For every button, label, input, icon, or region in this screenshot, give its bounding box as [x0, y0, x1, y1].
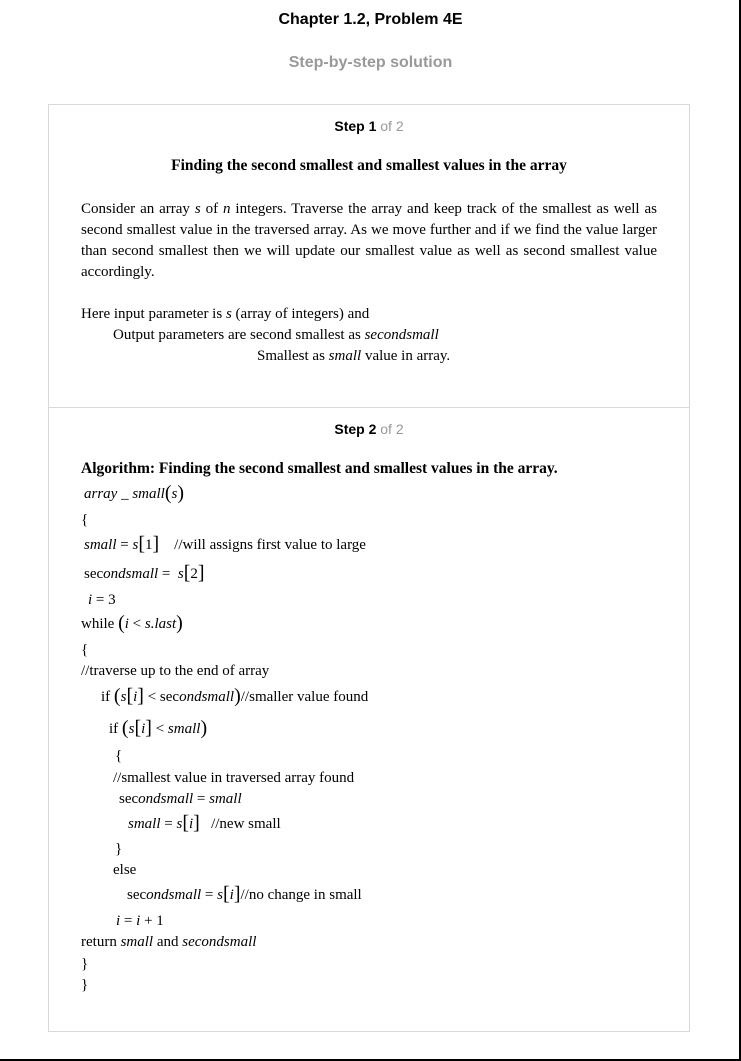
- step-1-label: Step 1: [334, 118, 377, 134]
- step-2-header: [48, 421, 690, 437]
- step-2-of: of 2: [380, 421, 404, 437]
- step-divider: [48, 407, 690, 408]
- input-parameter-line: Here input parameter is s (array of integers) and: [81, 306, 370, 322]
- code-return: return small and secondsmall: [81, 934, 257, 950]
- code-open-brace-3: {: [115, 748, 123, 764]
- code-comment-smallest: //smallest value in traversed array found: [113, 770, 355, 786]
- code-increment: i = i + 1: [116, 913, 164, 929]
- algorithm-title: Algorithm: Finding the second smallest and smallest values in the array.: [81, 460, 558, 477]
- code-comment-traverse: //traverse up to the end of array: [81, 663, 270, 679]
- code-secondsmall-else: secondsmall = s[i]//no change in small: [127, 883, 362, 905]
- code-function-signature: array _ small(s): [84, 482, 185, 504]
- output-parameter-line: Output parameters are second smallest as secondsmall: [113, 327, 439, 343]
- code-open-brace: {: [81, 512, 89, 528]
- smallest-line: Smallest as small value in array.: [257, 348, 451, 364]
- chapter-title: Chapter 1.2, Problem 4E: [278, 11, 463, 28]
- code-secondsmall-assign: secondsmall = small: [119, 791, 242, 807]
- code-close-brace-3: }: [115, 841, 123, 857]
- code-open-brace-2: {: [81, 642, 89, 658]
- step-1-description: Consider an array s of n integers. Traverse the array and keep track of the smallest as well as second smallest value in the traversed array. As we move further and if we find the value larger than second smallest then we will update our smallest value as well as second smallest value accordingly.: [81, 201, 658, 280]
- code-i-init: i = 3: [88, 592, 116, 608]
- code-else: else: [113, 862, 137, 878]
- code-while: while (i < s.last): [81, 612, 183, 634]
- step-2-label: Step 2: [334, 421, 377, 437]
- code-close-brace-2: }: [81, 956, 89, 972]
- step-1-of: of 2: [380, 118, 404, 134]
- code-secondsmall-init: secondsmall = s[2]: [84, 562, 205, 584]
- code-small-assign: small = s[i] //new small: [128, 812, 281, 834]
- code-if-secondsmall: if (s[i] < secondsmall)//smaller value found: [101, 685, 369, 707]
- code-small-init: small = s[1] //will assigns first value to large: [84, 533, 366, 555]
- step-1-header: [48, 118, 690, 134]
- solution-subtitle: Step-by-step solution: [288, 54, 453, 71]
- code-close-brace-1: }: [81, 977, 89, 993]
- step-1-heading: Finding the second smallest and smallest values in the array: [171, 157, 567, 174]
- code-if-small: if (s[i] < small): [109, 717, 208, 739]
